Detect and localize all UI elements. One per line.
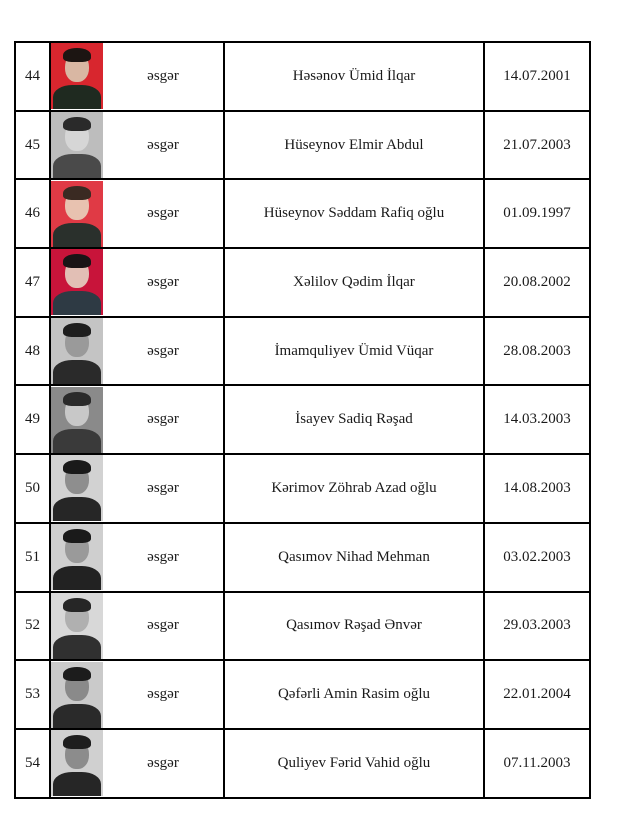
portrait-body xyxy=(53,154,101,178)
table-row xyxy=(15,248,590,317)
rank: əsgər xyxy=(103,42,224,111)
photo-cell xyxy=(50,523,103,592)
row-number: 51 xyxy=(15,523,50,592)
photo-cell xyxy=(50,592,103,661)
table-row xyxy=(15,454,590,523)
rank: əsgər xyxy=(103,317,224,386)
portrait-body xyxy=(53,772,101,796)
full-name: Qasımov Nihad Mehman xyxy=(224,523,484,592)
table-row xyxy=(15,729,590,798)
rank: əsgər xyxy=(103,385,224,454)
full-name: Quliyev Fərid Vahid oğlu xyxy=(224,729,484,798)
rank: əsgər xyxy=(103,454,224,523)
birth-date: 03.02.2003 xyxy=(484,523,590,592)
portrait-hair xyxy=(63,48,91,62)
table-row xyxy=(15,592,590,661)
full-name: Hüseynov Səddam Rafiq oğlu xyxy=(224,179,484,248)
birth-date: 22.01.2004 xyxy=(484,660,590,729)
portrait-body xyxy=(53,291,101,315)
personnel-table xyxy=(14,41,591,799)
full-name: Qasımov Rəşad Ənvər xyxy=(224,592,484,661)
portrait-hair xyxy=(63,392,91,406)
photo-cell xyxy=(50,660,103,729)
portrait-body xyxy=(53,635,101,659)
birth-date: 20.08.2002 xyxy=(484,248,590,317)
portrait-body xyxy=(53,566,101,590)
portrait-body xyxy=(53,360,101,384)
photo-cell xyxy=(50,111,103,180)
photo-cell xyxy=(50,179,103,248)
rank: əsgər xyxy=(103,179,224,248)
table-row xyxy=(15,523,590,592)
full-name: Xəlilov Qədim İlqar xyxy=(224,248,484,317)
portrait-photo xyxy=(51,593,103,659)
portrait-photo xyxy=(51,318,103,384)
birth-date: 01.09.1997 xyxy=(484,179,590,248)
birth-date: 21.07.2003 xyxy=(484,111,590,180)
photo-cell xyxy=(50,454,103,523)
portrait-photo xyxy=(51,249,103,315)
rank: əsgər xyxy=(103,523,224,592)
photo-cell xyxy=(50,317,103,386)
portrait-photo xyxy=(51,112,103,178)
table-row xyxy=(15,385,590,454)
table-row xyxy=(15,111,590,180)
row-number: 47 xyxy=(15,248,50,317)
portrait-photo xyxy=(51,181,103,247)
photo-cell xyxy=(50,729,103,798)
full-name: İsayev Sadiq Rəşad xyxy=(224,385,484,454)
full-name: Qəfərli Amin Rasim oğlu xyxy=(224,660,484,729)
birth-date: 14.03.2003 xyxy=(484,385,590,454)
photo-cell xyxy=(50,42,103,111)
row-number: 49 xyxy=(15,385,50,454)
birth-date: 14.08.2003 xyxy=(484,454,590,523)
row-number: 50 xyxy=(15,454,50,523)
row-number: 44 xyxy=(15,42,50,111)
portrait-hair xyxy=(63,460,91,474)
row-number: 45 xyxy=(15,111,50,180)
table-row xyxy=(15,42,590,111)
portrait-photo xyxy=(51,730,103,796)
full-name: Hüseynov Elmir Abdul xyxy=(224,111,484,180)
full-name: İmamquliyev Ümid Vüqar xyxy=(224,317,484,386)
portrait-photo xyxy=(51,455,103,521)
rank: əsgər xyxy=(103,111,224,180)
birth-date: 29.03.2003 xyxy=(484,592,590,661)
rank: əsgər xyxy=(103,248,224,317)
portrait-photo xyxy=(51,662,103,728)
row-number: 54 xyxy=(15,729,50,798)
photo-cell xyxy=(50,385,103,454)
birth-date: 07.11.2003 xyxy=(484,729,590,798)
portrait-body xyxy=(53,85,101,109)
row-number: 53 xyxy=(15,660,50,729)
portrait-hair xyxy=(63,667,91,681)
portrait-body xyxy=(53,223,101,247)
table-body xyxy=(15,42,590,798)
portrait-hair xyxy=(63,117,91,131)
birth-date: 14.07.2001 xyxy=(484,42,590,111)
portrait-hair xyxy=(63,323,91,337)
portrait-photo xyxy=(51,43,103,109)
portrait-hair xyxy=(63,529,91,543)
table-row xyxy=(15,660,590,729)
portrait-body xyxy=(53,497,101,521)
rank: əsgər xyxy=(103,729,224,798)
birth-date: 28.08.2003 xyxy=(484,317,590,386)
portrait-hair xyxy=(63,735,91,749)
portrait-hair xyxy=(63,186,91,200)
portrait-body xyxy=(53,429,101,453)
row-number: 48 xyxy=(15,317,50,386)
table-row xyxy=(15,317,590,386)
row-number: 52 xyxy=(15,592,50,661)
portrait-photo xyxy=(51,524,103,590)
portrait-hair xyxy=(63,254,91,268)
full-name: Kərimov Zöhrab Azad oğlu xyxy=(224,454,484,523)
table-row xyxy=(15,179,590,248)
portrait-photo xyxy=(51,387,103,453)
portrait-hair xyxy=(63,598,91,612)
rank: əsgər xyxy=(103,660,224,729)
portrait-body xyxy=(53,704,101,728)
photo-cell xyxy=(50,248,103,317)
rank: əsgər xyxy=(103,592,224,661)
row-number: 46 xyxy=(15,179,50,248)
full-name: Həsənov Ümid İlqar xyxy=(224,42,484,111)
